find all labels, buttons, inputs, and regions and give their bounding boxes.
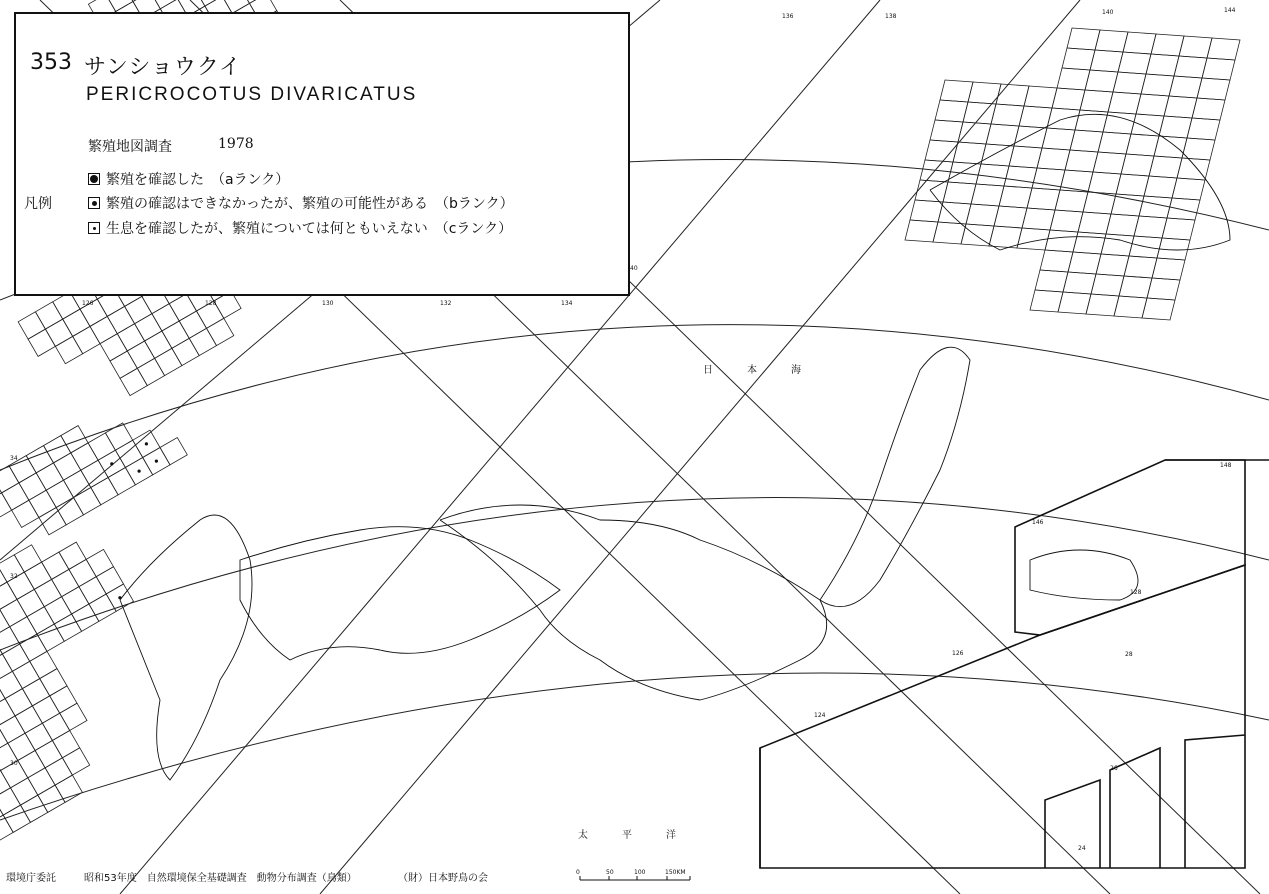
grid-cell xyxy=(1207,38,1240,60)
grid-cell xyxy=(1062,48,1095,70)
legend-item-text: 繁殖の確認はできなかったが、繁殖の可能性がある （bランク） xyxy=(106,196,514,212)
grid-cell xyxy=(52,731,79,758)
grid-cell xyxy=(1139,196,1172,218)
grid-cell xyxy=(1124,256,1157,278)
species-name-ja: サンショウクイ xyxy=(84,55,242,80)
grid-cell xyxy=(1123,32,1156,54)
inset-coordinate-label: 124 xyxy=(814,712,826,719)
inset-coordinate-label: 128 xyxy=(1130,589,1142,596)
grid-cell xyxy=(38,785,65,812)
grid-cell xyxy=(1019,106,1052,128)
grid-cell xyxy=(1080,90,1113,112)
footer-org: （財）日本野鳥の会 xyxy=(398,873,488,884)
latitude-label: 30 xyxy=(10,760,18,767)
grid-cell xyxy=(162,321,189,348)
grid-cell xyxy=(115,440,142,467)
grid-cell xyxy=(10,617,37,644)
longitude-label: 126 xyxy=(82,300,94,307)
grid-cell xyxy=(966,204,999,226)
grid-cell xyxy=(30,651,57,678)
grid-cell xyxy=(1037,148,1070,170)
grid-cell xyxy=(46,480,73,507)
grid-cell xyxy=(1116,174,1149,196)
legend-item-a xyxy=(88,169,289,189)
grid-cell xyxy=(1136,94,1169,116)
grid-cell xyxy=(160,438,187,465)
grid-cell xyxy=(1126,134,1159,156)
grid-cell xyxy=(44,597,71,624)
grid-cell xyxy=(1121,154,1154,176)
grid-cell xyxy=(22,679,49,706)
grid-cell xyxy=(79,577,106,604)
grid-cell xyxy=(953,142,986,164)
small-dot-icon xyxy=(88,222,100,234)
grid-cell xyxy=(108,468,135,495)
large-dot-icon xyxy=(88,173,100,185)
grid-cell xyxy=(60,703,87,730)
grid-cell xyxy=(1093,152,1126,174)
grid-cell xyxy=(1167,198,1200,220)
scale-tick-label: 0 xyxy=(576,869,580,876)
species-name-scientific: PERICROCOTUS DIVARICATUS xyxy=(86,84,418,105)
latitude-label: 34 xyxy=(10,455,18,462)
latitude-curve xyxy=(0,673,1269,820)
grid-cell xyxy=(69,559,96,586)
grid-cell xyxy=(1106,214,1139,236)
grid-cell xyxy=(935,100,968,122)
grid-cell xyxy=(0,726,8,753)
grid-cell xyxy=(28,329,55,356)
grid-cell xyxy=(1073,232,1106,254)
grid-cell xyxy=(26,446,53,473)
grid-cell xyxy=(59,542,86,569)
grid-cell xyxy=(991,104,1024,126)
scale-tick-label: 150KM xyxy=(665,869,686,876)
legend-item-text: 生息を確認したが、繁殖については何ともいえない （cランク） xyxy=(106,221,513,237)
observation-dots xyxy=(110,442,158,599)
grid-cell xyxy=(0,671,22,698)
longitude-label: 144 xyxy=(1224,7,1236,14)
grid-cell xyxy=(1131,114,1164,136)
grid-cell xyxy=(64,470,91,497)
presence-dot xyxy=(138,470,141,473)
grid-cell xyxy=(18,312,45,339)
grid-cell xyxy=(86,549,113,576)
longitude-label: 138 xyxy=(885,13,897,20)
longitude-label: 130 xyxy=(322,300,334,307)
grid-cell xyxy=(0,599,27,626)
legend-title: 凡例 xyxy=(24,196,52,212)
grid-cell xyxy=(37,624,64,651)
grid-cell xyxy=(45,758,72,785)
grid-cell xyxy=(1058,292,1091,314)
inset-maps xyxy=(760,460,1269,868)
longitude-label: 140 xyxy=(1102,9,1114,16)
grid-cell xyxy=(110,351,137,378)
grid-cell xyxy=(1197,78,1230,100)
grid-cell xyxy=(1119,276,1152,298)
grid-cell xyxy=(996,84,1029,106)
inset-coordinate-label: 24 xyxy=(1078,845,1086,852)
grid-cell xyxy=(56,498,83,525)
grid-cell xyxy=(54,453,81,480)
grid-cell xyxy=(1024,86,1057,108)
grid-cell xyxy=(17,589,44,616)
grid-cell xyxy=(3,805,30,832)
coastline-path xyxy=(240,527,560,660)
grid-cell xyxy=(123,0,150,2)
grid-cell xyxy=(1035,270,1068,292)
grid-cell xyxy=(27,607,54,634)
grid-cell xyxy=(1113,72,1146,94)
grid-cell xyxy=(189,328,216,355)
grid-cell xyxy=(20,634,47,661)
grid-cell xyxy=(1169,76,1202,98)
grid-cell xyxy=(994,206,1027,228)
grid-cell xyxy=(1030,290,1063,312)
presence-dot xyxy=(155,460,158,463)
presence-dot xyxy=(110,462,113,465)
coastline-path xyxy=(440,505,827,700)
grid-cell xyxy=(63,309,90,336)
grid-cell xyxy=(107,306,134,333)
grid-cell xyxy=(40,669,67,696)
latitude-curve xyxy=(0,498,1269,650)
longitude-label: 128 xyxy=(205,300,217,307)
grid-cell xyxy=(1179,36,1212,58)
grid-cell xyxy=(169,294,196,321)
grid-cell xyxy=(1009,146,1042,168)
grid-cell xyxy=(1091,274,1124,296)
grid-cell xyxy=(958,122,991,144)
presence-dot xyxy=(145,442,148,445)
grid-cell xyxy=(1052,88,1085,110)
grid-cell xyxy=(1192,98,1225,120)
grid-cell xyxy=(1187,118,1220,140)
grid-cell xyxy=(0,565,7,592)
grid-cell xyxy=(905,220,938,242)
legend-item-text: 繁殖を確認した （aランク） xyxy=(106,172,290,188)
grid-cell xyxy=(15,706,42,733)
grid-cell xyxy=(1159,116,1192,138)
grid-cell xyxy=(12,500,39,527)
grid-cell xyxy=(1151,34,1184,56)
grid-cell xyxy=(1060,170,1093,192)
grid-cell xyxy=(35,741,62,768)
grid-cell xyxy=(88,433,115,460)
grid-cell xyxy=(1141,74,1174,96)
grid-cell xyxy=(91,478,118,505)
inset-coordinate-label: 126 xyxy=(952,650,964,657)
grid-cell xyxy=(1022,208,1055,230)
grid-cell xyxy=(0,609,10,636)
grid-cell xyxy=(1174,56,1207,78)
grid-cell xyxy=(14,545,41,572)
grid-cell xyxy=(120,368,147,395)
latitude-label: 40 xyxy=(630,265,638,272)
coastline-path xyxy=(1030,550,1138,600)
inset-coordinate-label: 28 xyxy=(1125,651,1133,658)
grid-cell xyxy=(1152,258,1185,280)
grid-cell xyxy=(152,304,179,331)
grid-cell xyxy=(1164,96,1197,118)
grid-cell xyxy=(44,436,71,463)
grid-cell xyxy=(105,423,132,450)
grid-cell xyxy=(72,604,99,631)
grid-cell xyxy=(0,476,2,503)
grid-cell xyxy=(52,569,79,596)
grid-cell xyxy=(74,488,101,515)
grid-cell xyxy=(1098,132,1131,154)
grid-cell xyxy=(0,716,25,743)
grid-cell xyxy=(5,689,32,716)
grid-cell xyxy=(89,594,116,621)
grid-cell xyxy=(0,753,1,780)
inset-coordinate-label: 148 xyxy=(1220,462,1232,469)
grid-cell xyxy=(50,686,77,713)
latitude-curve xyxy=(0,325,1269,470)
grid-cell xyxy=(1065,150,1098,172)
grid-cell xyxy=(1096,254,1129,276)
grid-cell xyxy=(1114,296,1147,318)
grid-cell xyxy=(1078,212,1111,234)
grid-cell xyxy=(986,124,1019,146)
inset-frame xyxy=(760,565,1245,868)
grid-cell xyxy=(915,180,948,202)
grid-cell xyxy=(137,358,164,385)
grid-cell xyxy=(135,314,162,341)
grid-cell xyxy=(55,336,82,363)
grid-cell xyxy=(1067,28,1100,50)
grid-cell xyxy=(1075,110,1108,132)
grid-cell xyxy=(961,224,994,246)
grid-cell xyxy=(55,775,82,802)
inset-frame xyxy=(1185,735,1245,868)
coastline-path xyxy=(820,347,970,607)
grid-cell xyxy=(1085,70,1118,92)
grid-cell xyxy=(1154,136,1187,158)
grid-cell xyxy=(1088,172,1121,194)
grid-cell xyxy=(1177,158,1210,180)
footer-commissioned: 環境庁委託 xyxy=(6,873,56,884)
grid-cell xyxy=(34,579,61,606)
grid-cell xyxy=(933,222,966,244)
grid-cell xyxy=(999,186,1032,208)
presence-dot xyxy=(118,596,121,599)
longitude-label: 134 xyxy=(561,300,573,307)
grid-cell xyxy=(90,316,117,343)
grid-cell xyxy=(1070,130,1103,152)
grid-cell xyxy=(0,798,3,825)
grid-cell xyxy=(195,0,222,6)
grid-cell xyxy=(96,567,123,594)
grid-cell xyxy=(1144,176,1177,198)
sea-label-pacific: 太平洋 xyxy=(578,830,710,841)
coastline-path xyxy=(120,515,252,780)
longitude-label: 136 xyxy=(782,13,794,20)
footer-survey: 昭和53年度 自然環境保全基礎調査 動物分布調査（鳥類） xyxy=(84,873,357,884)
grid-cell xyxy=(42,552,69,579)
grid-cell xyxy=(1108,92,1141,114)
grid-cell xyxy=(62,587,89,614)
grid-cell xyxy=(1101,234,1134,256)
longitude-label: 132 xyxy=(440,300,452,307)
survey-year: 1978 xyxy=(218,136,254,152)
grid-cell xyxy=(968,82,1001,104)
grid-cell xyxy=(1042,128,1075,150)
grid-cell xyxy=(100,334,127,361)
grid-cell xyxy=(1057,68,1090,90)
grid-cell xyxy=(1004,166,1037,188)
grid-cell xyxy=(971,184,1004,206)
grid-cell xyxy=(25,723,52,750)
medium-dot-icon xyxy=(88,197,100,209)
grid-cell xyxy=(61,426,88,453)
grid-cell xyxy=(127,341,154,368)
grid-cell xyxy=(32,696,59,723)
grid-cell xyxy=(1090,50,1123,72)
grid-cell xyxy=(81,460,108,487)
grid-cell xyxy=(207,318,234,345)
grid-cell xyxy=(155,348,182,375)
latitude-label: 32 xyxy=(10,573,18,580)
scale-bar xyxy=(580,876,690,880)
grid-cell xyxy=(1063,272,1096,294)
grid-cell xyxy=(73,326,100,353)
grid-cell xyxy=(1142,298,1175,320)
grid-cell xyxy=(125,296,152,323)
scale-tick-label: 100 xyxy=(634,869,646,876)
grid-cell xyxy=(920,160,953,182)
grid-cell xyxy=(1146,54,1179,76)
grid-cell xyxy=(12,661,39,688)
grid-cell xyxy=(117,324,144,351)
grid-cell xyxy=(36,463,63,490)
coastline-path xyxy=(930,114,1230,250)
grid-cell xyxy=(1111,194,1144,216)
grid-cell xyxy=(1172,178,1205,200)
grid-cell xyxy=(35,302,62,329)
grid-cell xyxy=(24,562,51,589)
grid-cell xyxy=(71,443,98,470)
grid-cell xyxy=(145,331,172,358)
legend-item-b xyxy=(88,193,514,213)
grid-cell xyxy=(62,748,89,775)
grid-cell xyxy=(45,319,72,346)
grid-cell xyxy=(1040,250,1073,272)
grid-cell xyxy=(1045,230,1078,252)
legend-item-c xyxy=(88,218,512,238)
grid-cell xyxy=(1068,252,1101,274)
grid-cell xyxy=(172,338,199,365)
grid-cell xyxy=(42,713,69,740)
grid-cell xyxy=(1149,156,1182,178)
grid-cell xyxy=(1134,216,1167,238)
grid-cell xyxy=(0,771,11,798)
grid-cell xyxy=(1050,210,1083,232)
grid-cell xyxy=(18,751,45,778)
grid-cell xyxy=(930,120,963,142)
grid-cell xyxy=(39,508,66,535)
grid-cell xyxy=(2,483,29,510)
grid-cell xyxy=(1055,190,1088,212)
grid-cell xyxy=(1118,52,1151,74)
grid-cell xyxy=(29,490,56,517)
grid-cell xyxy=(28,768,55,795)
grid-cell xyxy=(1027,188,1060,210)
grid-cell xyxy=(981,144,1014,166)
grid-cell xyxy=(943,182,976,204)
grid-cell xyxy=(8,733,35,760)
inset-frame xyxy=(1045,780,1100,868)
inset-coordinate-label: 26 xyxy=(1110,765,1118,772)
scale-tick-label: 50 xyxy=(606,869,614,876)
grid-cell xyxy=(1162,218,1195,240)
grid-cell xyxy=(1147,278,1180,300)
grid-cell xyxy=(925,140,958,162)
survey-label: 繁殖地図調査 xyxy=(88,139,172,155)
grid-cell xyxy=(940,80,973,102)
species-number: 353 xyxy=(30,50,72,75)
grid-cell xyxy=(19,473,46,500)
grid-cell xyxy=(2,644,29,671)
sea-label-japan-sea: 日本海 xyxy=(703,365,835,376)
inset-coordinate-label: 146 xyxy=(1032,519,1044,526)
inset-frame xyxy=(1015,460,1245,635)
grid-cell xyxy=(1086,294,1119,316)
grid-cell xyxy=(1095,30,1128,52)
grid-cell xyxy=(910,200,943,222)
grid-cell xyxy=(179,311,206,338)
grid-cell xyxy=(1202,58,1235,80)
grid-cell xyxy=(11,778,38,805)
